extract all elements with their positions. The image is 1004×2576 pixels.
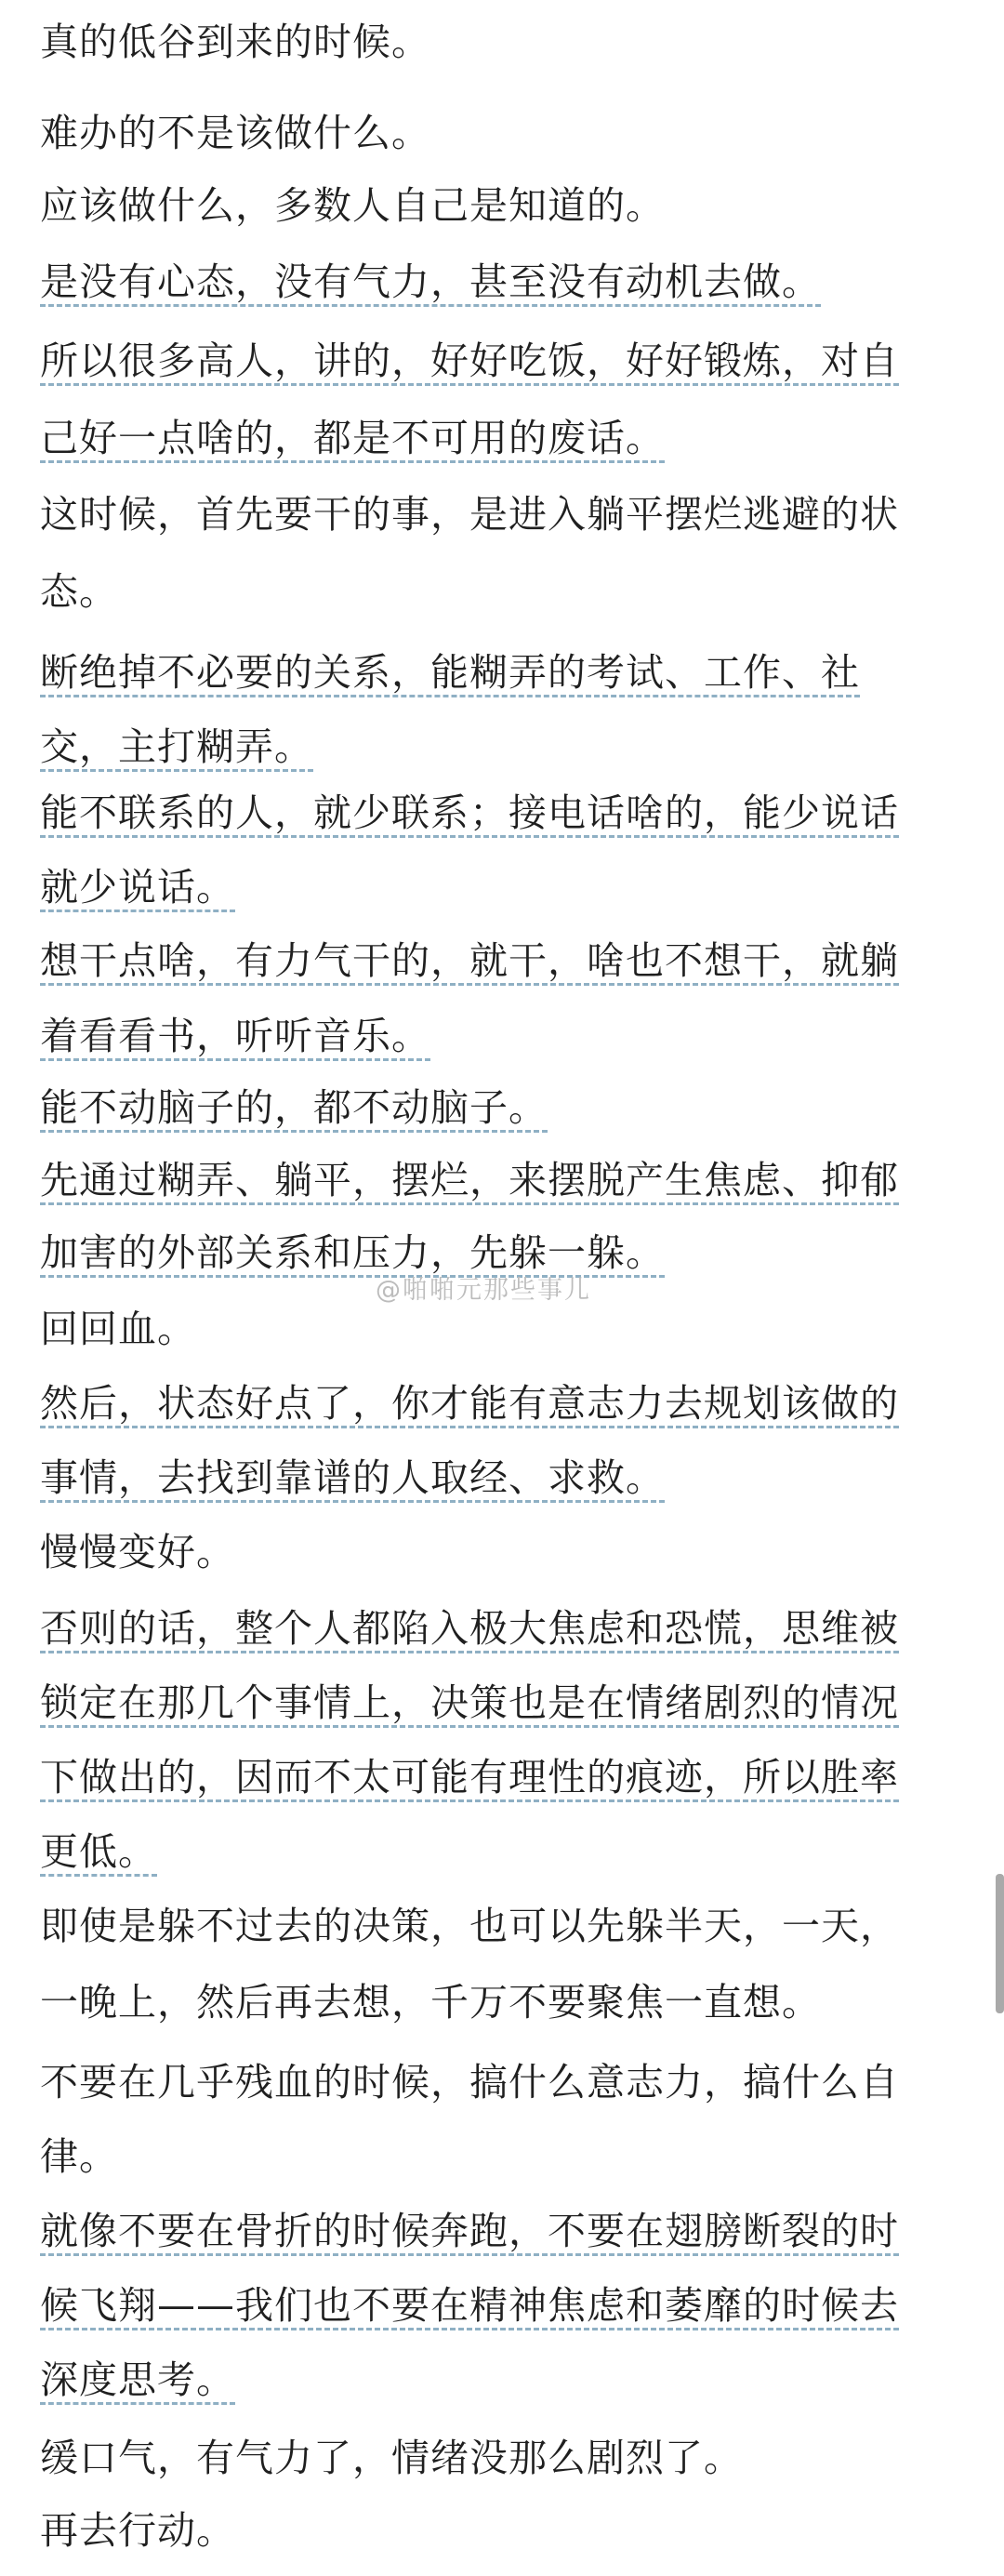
text-line (40, 1897, 899, 1972)
text-line-content: 所以很多高人，讲的，好好吃饭，好好锻炼，对自 (40, 339, 899, 386)
text-line-content: 想干点啥，有力气干的，就干，啥也不想干，就躺 (40, 938, 899, 986)
text-line-content: 深度思考。 (40, 2357, 235, 2405)
text-line-content: 然后，状态好点了，你才能有意志力去规划该做的 (40, 1381, 899, 1428)
text-line-content: 即使是躲不过去的决策，也可以先躲半天，一天， (40, 1904, 899, 1948)
text-line-content: 再去行动。 (40, 2508, 235, 2553)
text-line-content: 难办的不是该做什么。 (40, 111, 430, 155)
text-line (40, 1007, 430, 1082)
text-line (40, 332, 899, 406)
text-line-content: 事情，去找到靠谱的人取经、求救。 (40, 1455, 665, 1503)
text-line-content: 回回血。 (40, 1307, 196, 1351)
text-line-content: 能不动脑子的，都不动脑子。 (40, 1085, 548, 1133)
text-line-content: 下做出的，因而不太可能有理性的痕迹，所以胜率 (40, 1755, 899, 1802)
text-line (40, 253, 821, 327)
scrollbar-thumb[interactable] (996, 1874, 1004, 2013)
text-line-content: 更低。 (40, 1829, 157, 1877)
text-line-content: 律。 (40, 2134, 118, 2179)
text-line (40, 1151, 899, 1226)
text-line (40, 858, 235, 933)
text-line (40, 2053, 899, 2128)
text-line-content: 态。 (40, 569, 118, 614)
text-line-content: 应该做什么，多数人自己是知道的。 (40, 183, 665, 228)
text-line-content: 就少说话。 (40, 865, 235, 912)
text-line (40, 2277, 899, 2351)
text-line-content: 能不联系的人，就少联系；接电话啥的，能少说话 (40, 790, 899, 838)
text-line-content: 否则的话，整个人都陷入极大焦虑和恐慌，思维被 (40, 1606, 899, 1653)
text-line-content: 是没有心态，没有气力，甚至没有动机去做。 (40, 259, 821, 307)
watermark: @啪啪元那些事儿 (376, 1276, 591, 1305)
text-line (40, 1449, 665, 1523)
text-line (40, 104, 430, 179)
text-line (40, 2202, 899, 2277)
text-line (40, 1973, 821, 2048)
text-line (40, 1523, 235, 1598)
text-line (40, 932, 899, 1006)
text-line-content: 缓口气，有气力了，情绪没那么剧烈了。 (40, 2436, 743, 2480)
text-line (40, 177, 665, 251)
text-line-content: 先通过糊弄、躺平，摆烂，来摆脱产生焦虑、抑郁 (40, 1158, 899, 1205)
text-line-content: 就像不要在骨折的时候奔跑，不要在翅膀断裂的时 (40, 2209, 899, 2256)
text-line (40, 2502, 235, 2576)
text-line (40, 784, 899, 858)
text-line-content: 一晚上，然后再去想，千万不要聚焦一直想。 (40, 1980, 821, 2025)
text-line (40, 485, 899, 560)
text-line (40, 718, 313, 792)
text-line-content: 着看看书，听听音乐。 (40, 1014, 430, 1061)
text-line (40, 1600, 899, 1674)
text-line-content: 断绝掉不必要的关系，能糊弄的考试、工作、社 (40, 650, 860, 697)
text-line (40, 1748, 899, 1823)
text-line (40, 1823, 157, 1897)
text-line (40, 1079, 548, 1153)
text-line-content: 加害的外部关系和压力，先躲一躲。 (40, 1230, 665, 1278)
text-line-content: 真的低谷到来的时候。 (40, 20, 430, 64)
text-line (40, 1374, 899, 1449)
text-line (40, 1300, 196, 1374)
text-line (40, 2429, 743, 2503)
text-line (40, 2128, 118, 2202)
text-line-content: 己好一点啥的，都是不可用的废话。 (40, 416, 665, 463)
text-line-content: 这时候，首先要干的事，是进入躺平摆烂逃避的状 (40, 492, 899, 537)
text-line-content: 不要在几乎残血的时候，搞什么意志力，搞什么自 (40, 2060, 899, 2105)
text-line (40, 13, 430, 87)
text-line (40, 644, 860, 718)
text-line (40, 1674, 899, 1748)
text-line (40, 409, 665, 484)
text-line (40, 2351, 235, 2425)
text-line-content: 锁定在那几个事情上，决策也是在情绪剧烈的情况 (40, 1680, 899, 1728)
text-line-content: 慢慢变好。 (40, 1530, 235, 1574)
text-line (40, 563, 118, 637)
text-line-content: 候飞翔——我们也不要在精神焦虑和萎靡的时候去 (40, 2283, 899, 2330)
text-line-content: 交，主打糊弄。 (40, 724, 313, 772)
